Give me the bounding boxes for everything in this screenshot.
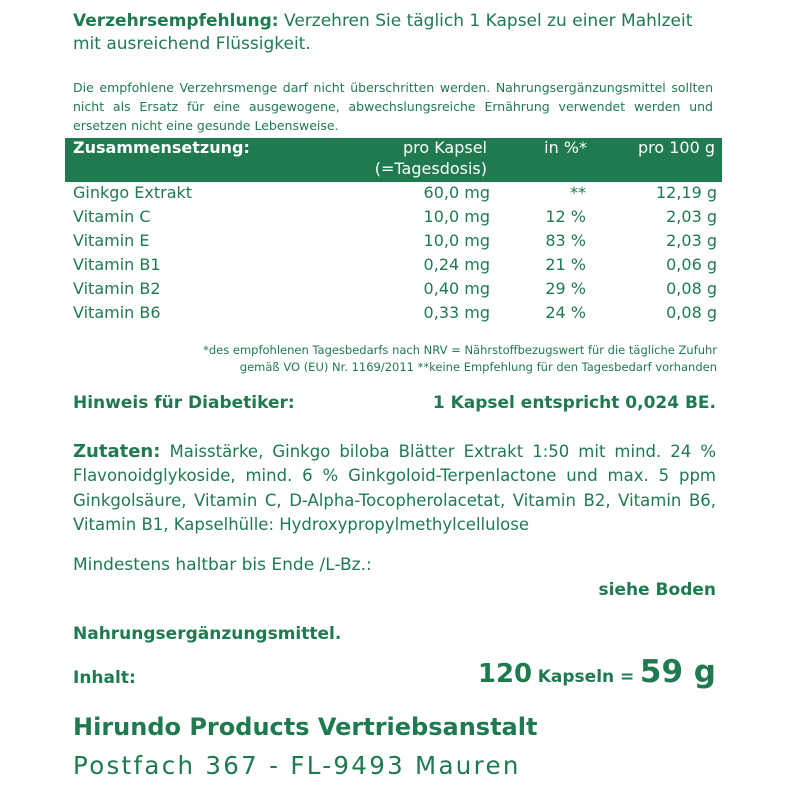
row-percent: ** (570, 183, 586, 202)
row-per100: 0,08 g (666, 279, 717, 298)
footnote-line-1: *des empfohlenen Tagesbedarfs nach NRV = Nährstoffbezugswert für die tägliche Zufuhr (203, 343, 717, 357)
table-row (73, 279, 723, 303)
table-row (73, 303, 723, 327)
composition-header (65, 138, 722, 182)
col-capsule-subheader: (=Tagesdosis) (374, 159, 487, 178)
row-name: Vitamin E (73, 231, 150, 250)
recommendation (73, 10, 723, 56)
row-per100: 2,03 g (666, 231, 717, 250)
contents-unit: Kapseln = (537, 667, 635, 687)
contents-label: Inhalt: (73, 668, 136, 688)
col-percent-header: in %* (544, 138, 587, 157)
row-per100: 0,08 g (666, 303, 717, 322)
row-name: Vitamin B2 (73, 279, 161, 298)
best-before-value: siehe Boden (598, 580, 716, 600)
row-name: Ginkgo Extrakt (73, 183, 193, 202)
row-per100: 12,19 g (655, 183, 717, 202)
col-capsule-header: pro Kapsel (402, 138, 487, 157)
row-percent: 24 % (545, 303, 586, 322)
ingredients (73, 440, 716, 537)
row-percent: 29 % (545, 279, 586, 298)
diabetic-label: Hinweis für Diabetiker: (73, 393, 295, 413)
warning-text: Die empfohlene Verzehrsmenge darf nicht überschritten werden. Nahrungsergänzungsmittel sollten nicht als Ersatz für eine ausgewogene, abwechslungsreiche Ernährung verwendet werden und ersetzen nicht eine gesunde Lebensweise. (73, 80, 713, 133)
row-capsule: 10,0 mg (423, 207, 490, 226)
recommendation-label: Verzehrsempfehlung: (73, 11, 279, 31)
table-row (73, 231, 723, 255)
row-name: Vitamin C (73, 207, 151, 226)
company-address: Postfach 367 - FL-9493 Mauren (73, 751, 521, 780)
row-name: Vitamin B1 (73, 255, 161, 274)
row-percent: 21 % (545, 255, 586, 274)
product-type: Nahrungsergänzungsmittel. (73, 624, 342, 644)
ingredients-text: Maisstärke, Ginkgo biloba Blätter Extrakt 1:50 mit mind. 24 % Flavonoidglykoside, mind. 6 % Ginkgoloid-Terpenlactone und max. 5 ppm Ginkgolsäure, Vitamin C, D-Alpha-Tocopherolacetat, Vitamin B2, Vitamin B6, Vitamin B1, Kapselhülle: Hydroxypropylmethylcellulose (73, 442, 716, 534)
table-row (73, 255, 723, 279)
row-capsule: 0,24 mg (423, 255, 490, 274)
row-per100: 2,03 g (666, 207, 717, 226)
contents-weight: 59 g (639, 654, 716, 690)
row-capsule: 60,0 mg (423, 183, 490, 202)
footnote-line-2: gemäß VO (EU) Nr. 1169/2011 **keine Empfehlung für den Tagesbedarf vorhanden (239, 360, 717, 374)
row-capsule: 0,40 mg (423, 279, 490, 298)
row-capsule: 10,0 mg (423, 231, 490, 250)
composition-title: Zusammensetzung: (73, 138, 250, 157)
contents-count: 120 (477, 659, 533, 689)
col-100g-header: pro 100 g (637, 138, 715, 157)
row-percent: 83 % (545, 231, 586, 250)
ingredients-label: Zutaten: (73, 441, 161, 462)
recommendation-text: Verzehren Sie täglich 1 Kapsel zu einer Mahlzeit mit ausreichend Flüssigkeit. (73, 11, 693, 54)
diabetic-value: 1 Kapsel entspricht 0,024 BE. (432, 393, 716, 413)
row-name: Vitamin B6 (73, 303, 161, 322)
row-capsule: 0,33 mg (423, 303, 490, 322)
row-percent: 12 % (545, 207, 586, 226)
table-row (73, 183, 723, 207)
row-per100: 0,06 g (666, 255, 717, 274)
company-name: Hirundo Products Vertriebsanstalt (73, 713, 538, 741)
table-row (73, 207, 723, 231)
contents-value (478, 654, 716, 690)
best-before-label: Mindestens haltbar bis Ende /L-Bz.: (73, 555, 372, 575)
composition-footnote (80, 342, 717, 376)
